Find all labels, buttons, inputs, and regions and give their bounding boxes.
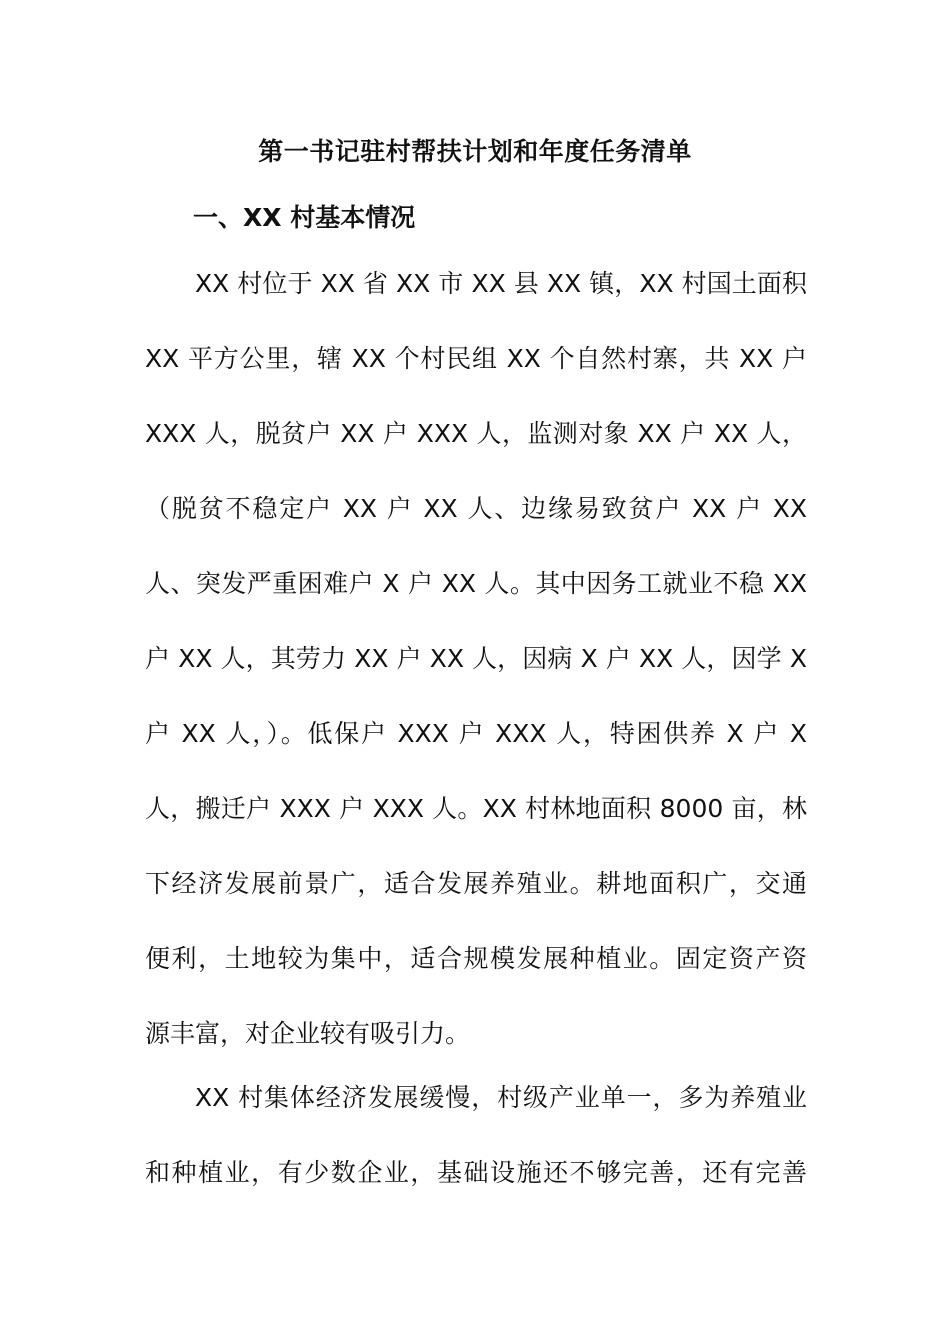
paragraph-basic-info [145,264,807,1089]
paragraph-line: 户 XX 人，）。低保户 XXX 户 XXX 人，特困供养 X 户 X [145,719,807,748]
paragraph-line: 下经济发展前景广，适合发展养殖业。耕地面积广，交通 [145,869,807,898]
paragraph-line: 户 XX 人，其劳力 XX 户 XX 人，因病 X 户 XX 人，因学 X [145,644,807,673]
paragraph-line: 人、突发严重困难户 X 户 XX 人。其中因务工就业不稳 XX [145,569,807,598]
paragraph-line: 和种植业，有少数企业，基础设施还不够完善，还有完善 [145,1158,807,1187]
paragraph-economy [145,1078,807,1228]
paragraph-line: 源丰富，对企业较有吸引力。 [145,1019,471,1048]
paragraph-line: 人，搬迁户 XXX 户 XXX 人。XX 村林地面积 8000 亩，林 [145,794,807,823]
paragraph-line: XX 村集体经济发展缓慢，村级产业单一，多为养殖业 [195,1083,807,1112]
section-heading: 一、XX 村基本情况 [193,203,416,232]
paragraph-line: XX 平方公里，辖 XX 个村民组 XX 个自然村寨，共 XX 户 [145,344,807,373]
paragraph-line: XX 村位于 XX 省 XX 市 XX 县 XX 镇，XX 村国土面积 [195,269,807,298]
document-title: 第一书记驻村帮扶计划和年度任务清单 [258,137,692,166]
paragraph-line: XXX 人，脱贫户 XX 户 XXX 人，监测对象 XX 户 XX 人， [145,419,807,448]
paragraph-line: 便利，土地较为集中，适合规模发展种植业。固定资产资 [145,944,807,973]
paragraph-line: （脱贫不稳定户 XX 户 XX 人、边缘易致贫户 XX 户 XX [145,494,807,523]
